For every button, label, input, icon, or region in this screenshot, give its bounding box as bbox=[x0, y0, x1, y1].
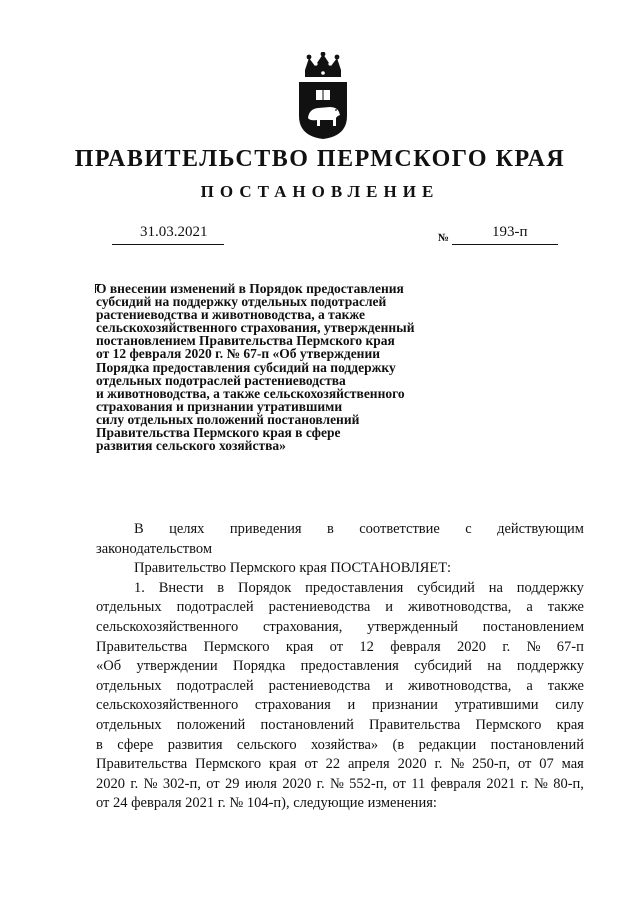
body-word: 11 bbox=[411, 775, 426, 792]
body-word: поддержку bbox=[516, 579, 584, 596]
body-line: Правительство Пермского края ПОСТАНОВЛЯЕТ: bbox=[134, 560, 452, 577]
body-word: 2020 bbox=[397, 756, 427, 773]
body-word: растениеводства bbox=[268, 599, 371, 616]
body-word: Пермского bbox=[195, 756, 262, 773]
number-underline bbox=[452, 244, 558, 245]
subject-line: растениеводства и животноводства, а также bbox=[96, 307, 366, 323]
body-word: Порядок bbox=[237, 579, 292, 596]
body-word: Правительства bbox=[96, 638, 188, 655]
body-word: г. bbox=[130, 775, 139, 792]
body-word: 2020 bbox=[282, 775, 312, 792]
subject-line: О внесении изменений в Порядок предоставления bbox=[96, 281, 404, 296]
body-word: в bbox=[326, 521, 334, 537]
subject-line: и животноводства, а также сельскохозяйственного bbox=[96, 385, 405, 401]
body-word: действующим bbox=[497, 521, 584, 537]
body-word: сельскохозяйственного bbox=[96, 618, 239, 635]
body-word: на bbox=[487, 658, 502, 675]
body-word: постановлением bbox=[482, 618, 584, 635]
body-word: и bbox=[347, 697, 356, 714]
body-word: края bbox=[269, 756, 297, 773]
body-word: сельского bbox=[236, 736, 297, 753]
body-word: г. bbox=[520, 775, 529, 792]
date-underline bbox=[112, 244, 224, 245]
body-word: отдельных bbox=[96, 716, 162, 733]
body-word: Пермского bbox=[475, 716, 542, 733]
body-word: 250-п, bbox=[472, 756, 511, 773]
body-word: 07 bbox=[539, 756, 554, 773]
body-word: июля bbox=[244, 775, 277, 792]
body-word: 1. bbox=[134, 579, 145, 596]
body-word: апреля bbox=[348, 756, 390, 773]
body-word: 29 bbox=[224, 775, 240, 792]
body-word: страхования, bbox=[262, 618, 343, 635]
subject-line: сельскохозяйственного страхования, утвержденный bbox=[96, 320, 415, 336]
body-word: также bbox=[547, 677, 584, 694]
body-line bbox=[96, 520, 584, 540]
body-word: февраля bbox=[390, 638, 441, 655]
body-word: Внести bbox=[158, 579, 204, 596]
subject-line: субсидий на поддержку отдельных подотраслей bbox=[96, 294, 387, 310]
number-sign: № bbox=[438, 232, 450, 244]
body-word: мая bbox=[561, 756, 584, 773]
body-word: от bbox=[329, 638, 344, 655]
body-word: 80-п, bbox=[553, 775, 584, 792]
body-word: приведения bbox=[229, 521, 302, 537]
body-word: подотраслей bbox=[176, 677, 254, 694]
body-word: Правительства bbox=[96, 756, 188, 773]
body-word: подотраслей bbox=[176, 599, 254, 616]
body-word: 67-п bbox=[556, 638, 584, 655]
body-word: и bbox=[385, 677, 394, 694]
body-word: от bbox=[206, 775, 220, 792]
body-word: отдельных bbox=[96, 599, 162, 616]
body-word: края bbox=[285, 638, 314, 655]
body-word: 2021 bbox=[486, 775, 516, 792]
body-word: страхования bbox=[254, 697, 331, 714]
body-word: в bbox=[96, 736, 103, 753]
body-word: и bbox=[385, 599, 394, 616]
body-word: утверждении bbox=[136, 658, 218, 675]
body-word: № bbox=[143, 775, 158, 792]
body-line bbox=[96, 579, 584, 599]
body-word: постановлений bbox=[490, 736, 584, 753]
body-word: г. bbox=[316, 775, 325, 792]
body-word: 2020 bbox=[96, 775, 125, 792]
body-word: 22 bbox=[325, 756, 341, 773]
body-word: Порядка bbox=[232, 658, 286, 675]
body-word: также bbox=[547, 599, 584, 616]
body-word: субсидий bbox=[414, 658, 472, 675]
body-word: февраля bbox=[430, 775, 481, 792]
body-word: 12 bbox=[359, 638, 374, 655]
body-line bbox=[96, 598, 584, 618]
body-line bbox=[96, 716, 584, 736]
body-word: силу bbox=[555, 697, 584, 714]
body-word: г. bbox=[434, 756, 443, 773]
body-line bbox=[96, 618, 584, 638]
body-word: В bbox=[134, 521, 144, 537]
body-word: от bbox=[304, 756, 318, 773]
subject-line: отдельных подотраслей растениеводства bbox=[96, 372, 346, 388]
body-word: отдельных bbox=[96, 677, 162, 694]
subject-line: развития сельского хозяйства» bbox=[96, 438, 286, 454]
body-word: целях bbox=[169, 521, 205, 537]
document-date: 31.03.2021 bbox=[140, 224, 208, 240]
body-word: края bbox=[556, 716, 584, 733]
body-word: от bbox=[392, 775, 406, 792]
body-line bbox=[96, 638, 584, 658]
body-word: субсидий bbox=[417, 579, 475, 596]
body-word: редакции bbox=[418, 736, 477, 753]
body-word: животноводства, bbox=[407, 599, 512, 616]
subject-line: постановлением Правительства Пермского края bbox=[96, 333, 395, 349]
body-word: поддержку bbox=[516, 658, 584, 675]
body-word: № bbox=[450, 756, 465, 773]
body-word: признании bbox=[371, 697, 438, 714]
body-line bbox=[96, 657, 584, 677]
body-word: соответствие bbox=[359, 521, 440, 537]
body-word: сфере bbox=[117, 736, 154, 753]
body-word: г. bbox=[502, 638, 511, 655]
subject-line: силу отдельных положений постановлений bbox=[96, 411, 360, 427]
body-word: сельскохозяйственного bbox=[96, 697, 239, 714]
body-line: законодательством bbox=[96, 540, 213, 557]
body-line bbox=[96, 736, 584, 756]
body-word: Пермского bbox=[203, 638, 270, 655]
body-word: утратившими bbox=[454, 697, 539, 714]
body-word: хозяйства» bbox=[310, 736, 379, 753]
subject-line: страхования и признании утратившими bbox=[96, 398, 343, 414]
body-word: от bbox=[517, 756, 532, 773]
document-subject bbox=[96, 282, 496, 452]
perm-krai-coat-of-arms-icon bbox=[296, 52, 350, 140]
document-number: 193-п bbox=[492, 224, 528, 240]
body-word: предоставления bbox=[300, 658, 399, 675]
body-line bbox=[96, 755, 584, 775]
body-word: 552-п, bbox=[349, 775, 388, 792]
body-word: «Об bbox=[96, 658, 122, 675]
body-line bbox=[96, 775, 584, 795]
document-body bbox=[96, 520, 584, 814]
body-word: растениеводства bbox=[268, 677, 371, 694]
body-word: животноводства, bbox=[407, 677, 512, 694]
government-title: ПРАВИТЕЛЬСТВО ПЕРМСКОГО КРАЯ bbox=[74, 146, 566, 172]
body-word: № bbox=[534, 775, 548, 792]
body-word: № bbox=[526, 638, 541, 655]
body-word: 302-п, bbox=[162, 775, 201, 792]
body-word: Правительства bbox=[369, 716, 461, 733]
body-word: в bbox=[217, 579, 225, 596]
subject-line: Правительства Пермского края в сфере bbox=[96, 425, 341, 441]
body-word: с bbox=[465, 521, 472, 537]
body-word: развития bbox=[167, 736, 223, 753]
body-word: а bbox=[526, 599, 533, 616]
body-word: на bbox=[488, 579, 503, 596]
body-word: постановлений bbox=[260, 716, 354, 733]
subject-line: Порядка предоставления субсидий на поддержку bbox=[96, 359, 396, 375]
body-word: предоставления bbox=[305, 579, 404, 596]
body-word: утвержденный bbox=[367, 618, 459, 635]
body-line bbox=[96, 677, 584, 697]
body-word: а bbox=[526, 677, 533, 694]
subject-line: от 12 февраля 2020 г. № 67-п «Об утверждении bbox=[96, 346, 381, 362]
body-word: 2020 bbox=[456, 638, 486, 655]
body-word: № bbox=[329, 775, 344, 792]
document-type: ПОСТАНОВЛЕНИЕ bbox=[200, 182, 440, 201]
body-word: (в bbox=[392, 736, 405, 753]
body-word: положений bbox=[176, 716, 246, 733]
body-line: от 24 февраля 2021 г. № 104-п), следующие изменения: bbox=[96, 795, 437, 812]
body-line bbox=[96, 696, 584, 716]
